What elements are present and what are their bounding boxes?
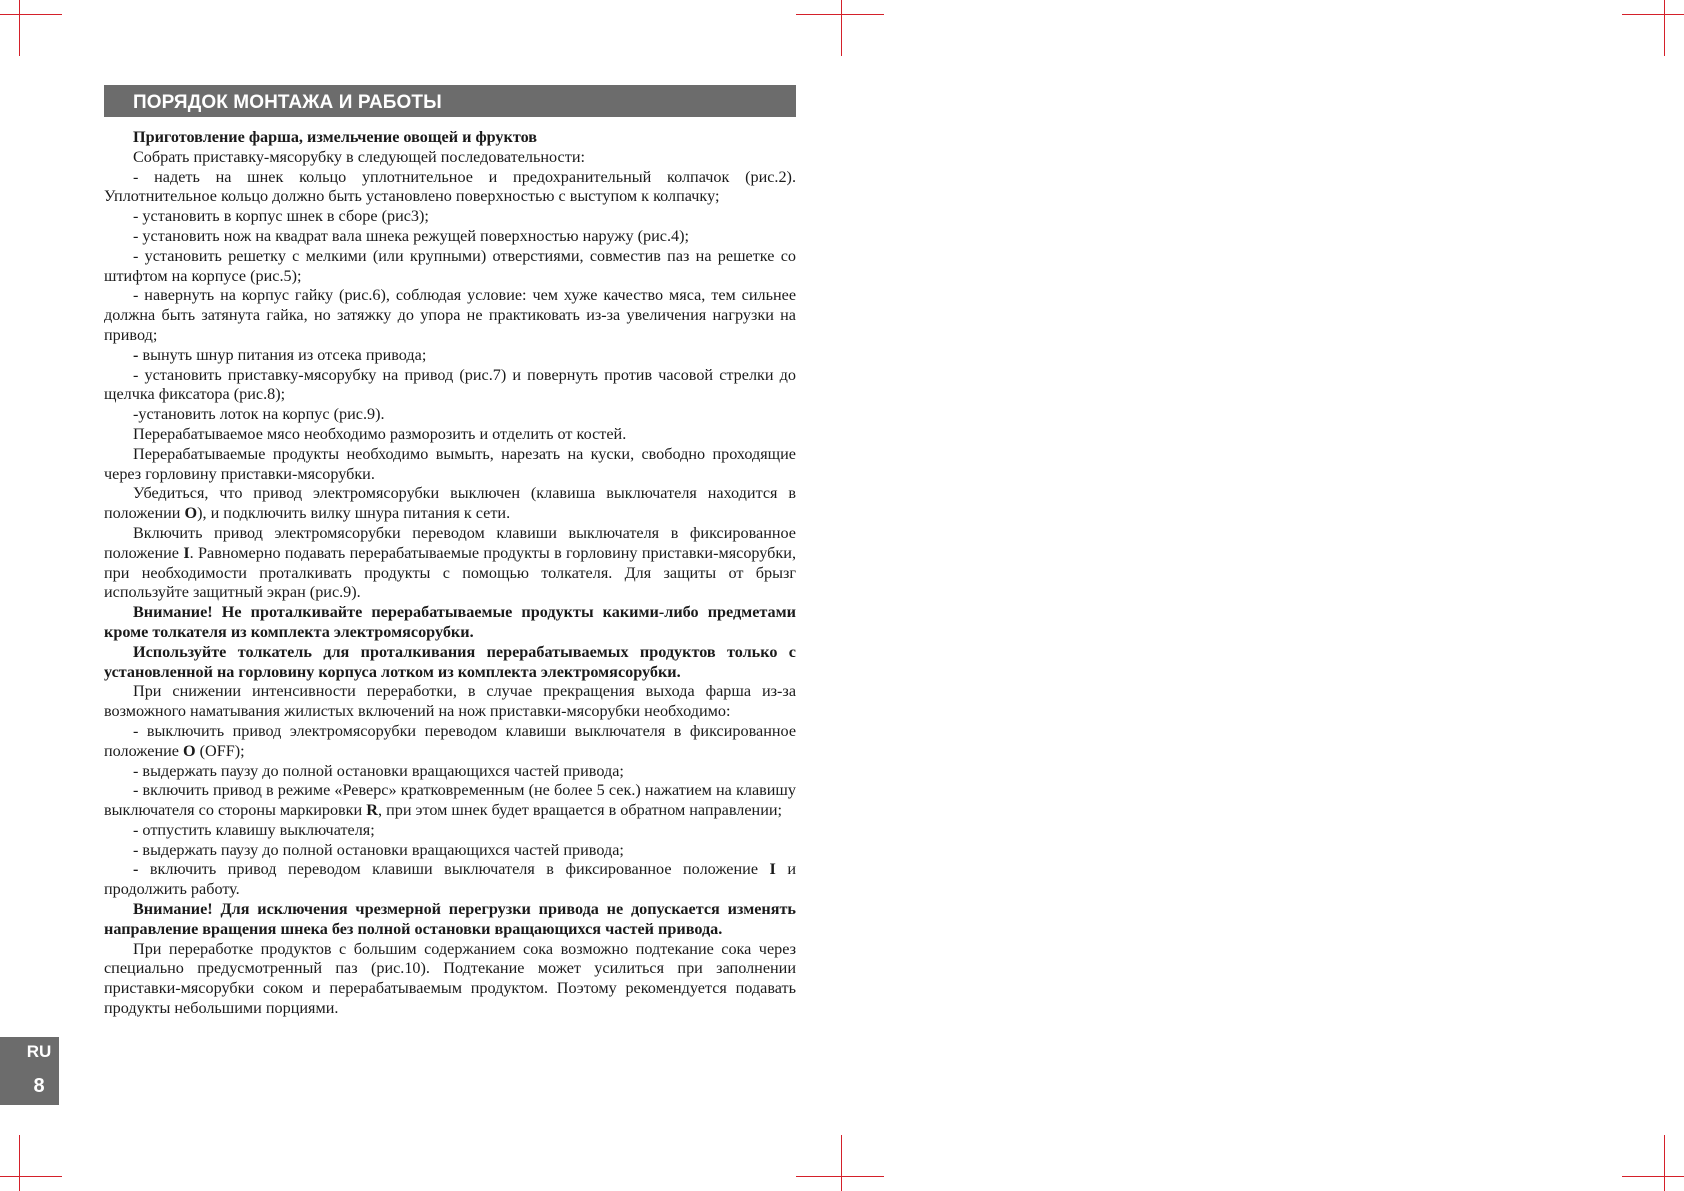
paragraph: - навернуть на корпус гайку (рис.6), соблюдая условие: чем хуже качество мяса, тем сильнее должна быть затянута гайка, но затяжку до упора не практиковать из-за увеличения нагрузки на привод; bbox=[104, 286, 796, 344]
paragraph-text: вынуть шнур питания из отсека привода; bbox=[138, 345, 427, 364]
paragraph bbox=[104, 524, 796, 603]
paragraph: - установить в корпус шнек в сборе (рис3); bbox=[133, 207, 429, 226]
switch-position-mark: O bbox=[184, 504, 198, 523]
crop-mark bbox=[1664, 1135, 1665, 1191]
paragraph-text: . Равномерно подавать перерабатываемые продукты в горловину приставки-мясорубки, при необходимости проталкивать продукты с помощью толкателя. Для защиты от брызг используйте защитный экран (рис.9). bbox=[104, 543, 796, 602]
paragraph: - установить нож на квадрат вала шнека режущей поверхностью наружу (рис.4); bbox=[133, 226, 689, 245]
paragraph: - отпустить клавишу выключателя; bbox=[133, 820, 375, 839]
subsection-title: Приготовление фарша, измельчение овощей и фруктов bbox=[133, 128, 538, 146]
paragraph-text: ), и подключить вилку шнура питания к сети. bbox=[197, 504, 511, 523]
crop-mark bbox=[19, 1135, 20, 1191]
paragraph: Перерабатываемое мясо необходимо разморозить и отделить от костей. bbox=[133, 424, 627, 443]
paragraph-text: - выключить привод электромясорубки переводом клавиши выключателя в фиксированное положение bbox=[104, 721, 796, 760]
crop-mark bbox=[0, 14, 62, 15]
language-code: RU bbox=[26, 1042, 52, 1061]
crop-mark bbox=[1622, 1176, 1684, 1177]
paragraph bbox=[104, 860, 796, 900]
paragraph: -установить лоток на корпус (рис.9). bbox=[133, 405, 385, 424]
warning-paragraph: Внимание! Для исключения чрезмерной перегрузки привода не допускается изменять направление вращения шнека без полной остановки вращающихся частей привода. bbox=[104, 900, 796, 938]
crop-mark bbox=[19, 0, 20, 56]
paragraph-text: , при этом шнек будет вращается в обратном направлении; bbox=[377, 801, 783, 820]
crop-mark bbox=[796, 1176, 884, 1177]
paragraph-text: (OFF); bbox=[195, 741, 245, 760]
paragraph-text: Включить привод электромясорубки переводом клавиши выключателя в фиксированное положение bbox=[104, 523, 796, 562]
paragraph: - выдержать паузу до полной остановки вращающихся частей привода; bbox=[133, 761, 624, 780]
paragraph-text: Убедиться, что привод электромясорубки выключен (клавиша выключателя находится в положении bbox=[104, 484, 796, 523]
paragraph: - выдержать паузу до полной остановки вращающихся частей привода; bbox=[133, 840, 624, 859]
paragraph: Собрать приставку-мясорубку в следующей последовательности: bbox=[133, 147, 585, 166]
paragraph bbox=[104, 781, 796, 821]
paragraph-text: и продолжить работу. bbox=[104, 860, 796, 899]
paragraph: При переработке продуктов с большим содержанием сока возможно подтекание сока через специально предусмотренный паз (рис.10). Подтекание может усилиться при заполнении приставки-мясорубки соком и перерабатываемым продуктом. Поэтому рекомендуется подавать продукты небольшими порциями. bbox=[104, 939, 796, 1018]
paragraph: - установить приставку-мясорубку на привод (рис.7) и повернуть против часовой стрелки до щелчка фиксатора (рис.8); bbox=[104, 365, 796, 404]
crop-mark bbox=[0, 1176, 62, 1177]
switch-position-mark: I bbox=[769, 860, 776, 879]
paragraph: - надеть на шнек кольцо уплотнительное и предохранительный колпачок (рис.2). Уплотнительное кольцо должно быть установлено поверхностью с выступом к колпачку; bbox=[104, 167, 796, 206]
dash: - bbox=[133, 345, 139, 364]
page-number: 8 bbox=[33, 1075, 45, 1097]
switch-position-mark: R bbox=[366, 801, 378, 820]
dash: - bbox=[133, 860, 139, 879]
section-header bbox=[104, 85, 796, 117]
crop-mark bbox=[841, 1135, 842, 1191]
switch-position-mark: O bbox=[183, 741, 196, 760]
switch-position-mark: I bbox=[183, 543, 190, 562]
paragraph bbox=[104, 484, 796, 524]
crop-mark bbox=[841, 0, 842, 56]
crop-mark bbox=[1664, 0, 1665, 56]
warning-paragraph: Используйте толкатель для проталкивания перерабатываемых продуктов только с установленной на горловину корпуса лотком из комплекта электромясорубки. bbox=[104, 642, 796, 681]
instructions-body bbox=[104, 128, 796, 1019]
crop-mark bbox=[1622, 14, 1684, 15]
paragraph bbox=[104, 722, 796, 762]
section-title: ПОРЯДОК МОНТАЖА И РАБОТЫ bbox=[133, 92, 442, 113]
paragraph bbox=[104, 346, 796, 366]
warning-paragraph: Внимание! Не проталкивайте перерабатываемые продукты какими-либо предметами кроме толкателя из комплекта электромясорубки. bbox=[104, 603, 796, 641]
crop-mark bbox=[796, 14, 884, 15]
paragraph-text: - включить привод в режиме «Реверс» кратковременным (не более 5 сек.) нажатием на клавишу выключателя со стороны маркировки bbox=[104, 781, 796, 820]
paragraph: Перерабатываемые продукты необходимо вымыть, нарезать на куски, свободно проходящие через горловину приставки-мясорубки. bbox=[104, 444, 796, 483]
paragraph: При снижении интенсивности переработки, в случае прекращения выхода фарша из-за возможного наматывания жилистых включений на нож приставки-мясорубки необходимо: bbox=[104, 682, 796, 721]
page-tab bbox=[0, 1037, 59, 1105]
paragraph-text: включить привод переводом клавиши выключателя в фиксированное положение bbox=[138, 860, 770, 879]
paragraph: - установить решетку с мелкими (или крупными) отверстиями, совместив паз на решетке со штифтом на корпусе (рис.5); bbox=[104, 246, 796, 285]
